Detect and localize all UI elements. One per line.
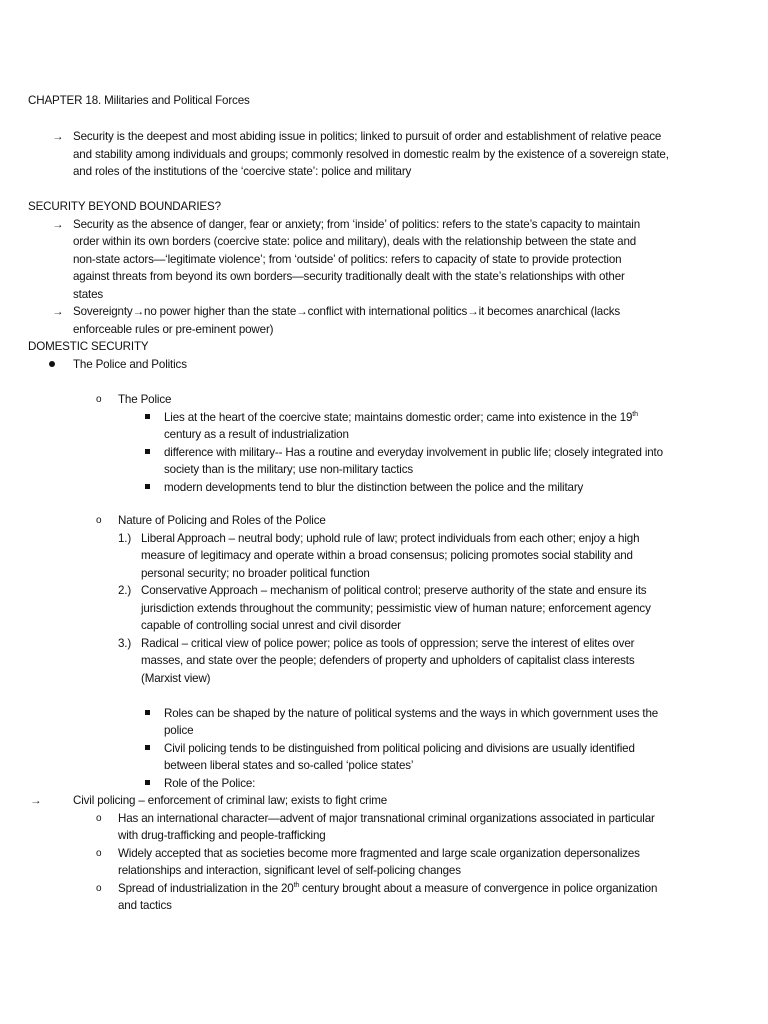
approach-2-line-2: jurisdiction extends throughout the community; pessimistic view of human nature; enforcement agency [141, 601, 651, 615]
civil-item-2-line-2: relationships and interaction, significant level of self-policing changes [118, 864, 461, 877]
approach-2-line-1: Conservative Approach – mechanism of political control; preserve authority of the state and ensure its [141, 584, 647, 597]
section-heading-domestic: DOMESTIC SECURITY [28, 340, 149, 353]
chapter-title: CHAPTER 18. Militaries and Political Forces [28, 94, 250, 107]
security-b-line-2: enforceable rules or pre-eminent power) [73, 322, 274, 336]
police-item-1-line-2: century as a result of industrialization [164, 428, 349, 441]
circle-bullet: o [96, 882, 102, 894]
approach-1-line-3: personal security; no broader political function [141, 566, 370, 580]
square-bullet [145, 780, 150, 785]
approach-2-line-3: capable of controlling social unrest and civil disorder [141, 619, 401, 632]
arrow-bullet: → [52, 305, 64, 318]
civil-policing: Civil policing – enforcement of criminal law; exists to fight crime [73, 794, 388, 807]
arrow-bullet: → [30, 794, 42, 807]
police-item-1-line-1: Lies at the heart of the coercive state; maintains domestic order; came into existence in the 19th [164, 410, 638, 424]
arrow-bullet: → [52, 130, 64, 143]
security-a-line-3: non-state actors—‘legitimate violence’; from ‘outside’ of politics: refers to capacity of state to provide protection [73, 252, 622, 266]
intro-line-2: and stability among individuals and groups; commonly resolved in domestic realm by the existence of a sovereign state, [73, 147, 669, 161]
approach-number: 3.) [118, 636, 132, 650]
circle-bullet: o [96, 515, 102, 526]
approach-number: 1.) [118, 531, 132, 545]
roles-2-line-1: Civil policing tends to be distinguished from political policing and divisions are usually identified [164, 741, 635, 755]
approach-3-line-2: masses, and state over the people; defenders of property and upholders of capitalist class interests [141, 654, 635, 667]
approach-3-line-1: Radical – critical view of police power; police as tools of oppression; serve the interest of elites over [141, 636, 635, 650]
police-item-2-line-1: difference with military-- Has a routine and everyday involvement in public life; closely integrated into [164, 445, 663, 459]
security-a-line-4: against threats from beyond its own borders—security traditionally dealt with the state’s relationships with other [73, 270, 625, 283]
roles-1-line-1: Roles can be shaped by the nature of political systems and the ways in which government uses the [164, 706, 659, 720]
security-a-line-2: order within its own borders (coercive state: police and military), deals with the relationship between the state and [73, 235, 637, 248]
civil-item-2-line-1: Widely accepted that as societies become more fragmented and large scale organization depersonalizes [118, 846, 640, 860]
circle-bullet: o [96, 847, 102, 859]
civil-item-1-line-2: with drug-trafficking and people-trafficking [118, 829, 326, 842]
approach-3-line-3: (Marxist view) [141, 671, 211, 685]
police-and-politics: The Police and Politics [73, 357, 187, 371]
the-police-heading: The Police [118, 393, 172, 406]
bullet-dot [49, 361, 55, 367]
approach-number: 2.) [118, 584, 132, 597]
square-bullet [145, 414, 150, 419]
approach-1-line-2: measure of legitimacy and operate within a broad consensus; policing promotes social stability and [141, 549, 633, 562]
square-bullet [145, 449, 150, 454]
square-bullet [145, 710, 150, 715]
police-item-3: modern developments tend to blur the distinction between the police and the military [164, 480, 584, 494]
square-bullet [145, 484, 150, 489]
civil-item-3-line-1: Spread of industrialization in the 20th century brought about a measure of convergence in police organization [118, 881, 658, 895]
arrow-bullet: → [52, 217, 64, 231]
circle-bullet: o [96, 812, 102, 824]
security-b-line-1: Sovereignty→no power higher than the state→conflict with international politics→it becomes anarchical (lacks [73, 305, 621, 318]
security-a-line-1: Security as the absence of danger, fear or anxiety; from ‘inside’ of politics: refers to the state’s capacity to maintain [73, 217, 640, 231]
police-item-2-line-2: society than is the military; use non-military tactics [164, 463, 413, 476]
intro-line-3: and roles of the institutions of the ‘coercive state’: police and military [73, 165, 412, 178]
square-bullet [145, 745, 150, 750]
roles-3: Role of the Police: [164, 776, 256, 790]
security-a-line-5: states [73, 287, 104, 301]
nature-heading: Nature of Policing and Roles of the Police [118, 514, 326, 527]
roles-1-line-2: police [164, 724, 194, 737]
approach-1-line-1: Liberal Approach – neutral body; uphold rule of law; protect individuals from each other; enjoy a high [141, 531, 640, 545]
circle-bullet: o [96, 394, 102, 405]
intro-line-1: Security is the deepest and most abiding issue in politics; linked to pursuit of order and establishment of relative peace [73, 130, 662, 143]
roles-2-line-2: between liberal states and so-called ‘police states’ [164, 759, 414, 772]
civil-item-1-line-1: Has an international character—advent of major transnational criminal organizations associated in particular [118, 811, 655, 825]
section-heading-security: SECURITY BEYOND BOUNDARIES? [28, 200, 221, 213]
civil-item-3-line-2: and tactics [118, 899, 172, 912]
